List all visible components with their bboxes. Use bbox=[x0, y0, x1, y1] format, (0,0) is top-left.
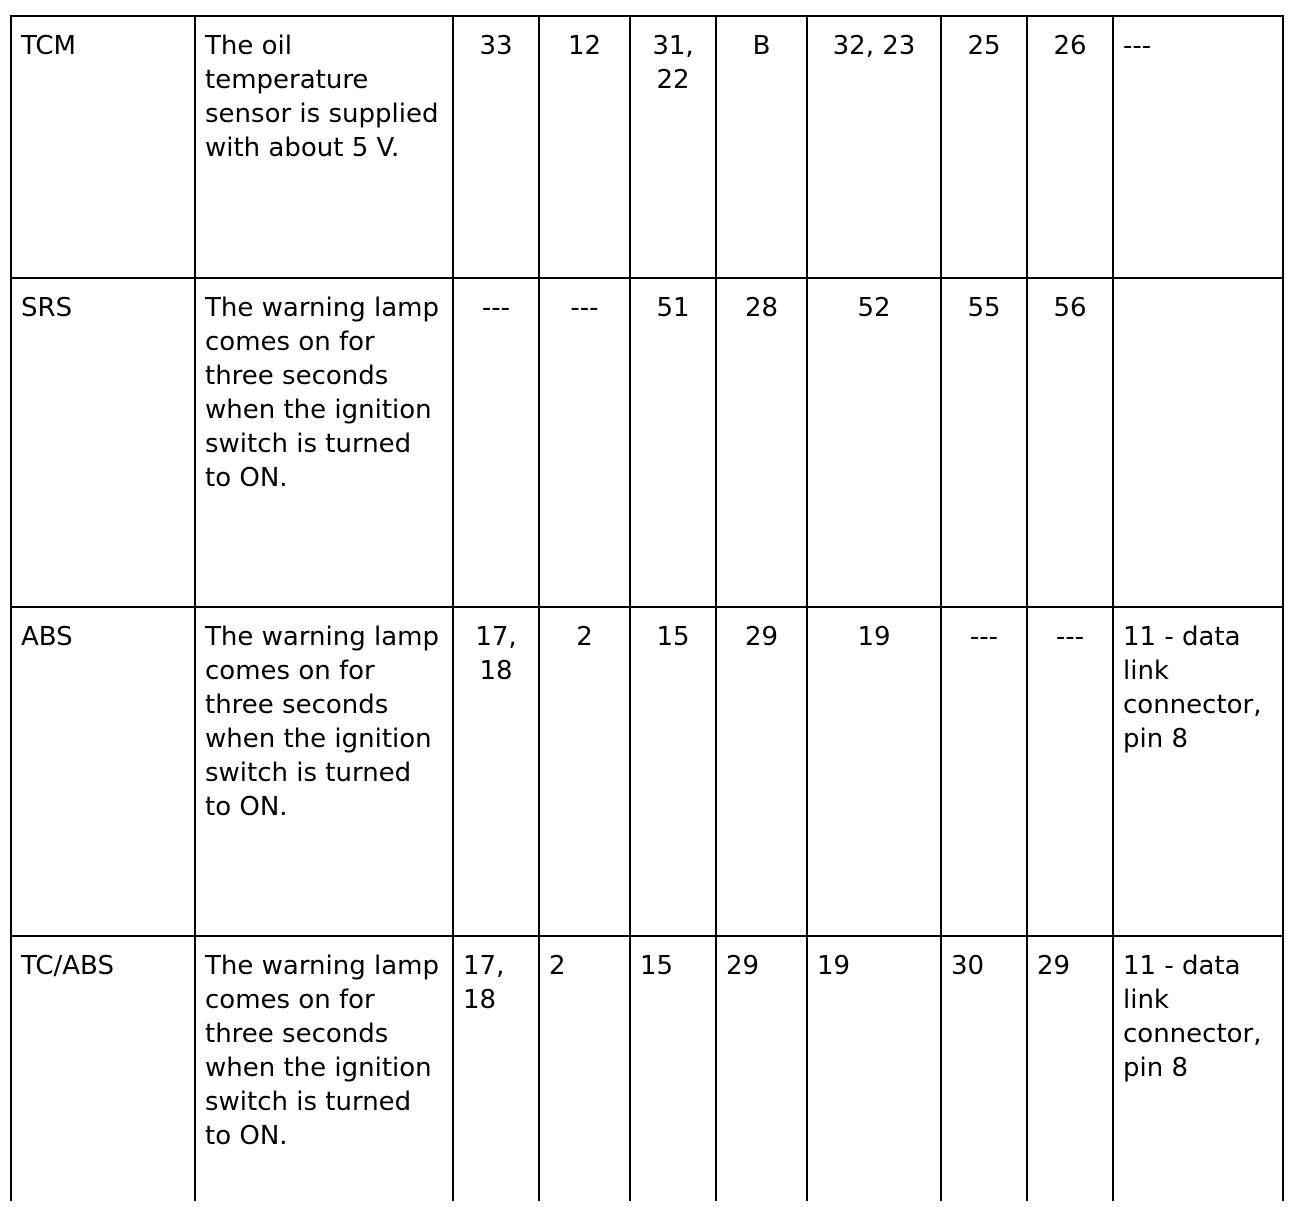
system-cell: SRS bbox=[11, 278, 195, 607]
pin-cell: B bbox=[716, 16, 807, 278]
pin-cell: 17, 18 bbox=[453, 607, 539, 936]
pin-cell: 2 bbox=[539, 936, 630, 1201]
pin-cell: 15 bbox=[630, 936, 716, 1201]
pin-cell: 17, 18 bbox=[453, 936, 539, 1201]
pin-cell: 33 bbox=[453, 16, 539, 278]
note-cell: 11 - data link connector, pin 8 bbox=[1113, 607, 1283, 936]
pin-cell: 28 bbox=[716, 278, 807, 607]
pin-cell: 19 bbox=[807, 607, 941, 936]
note-cell bbox=[1113, 278, 1283, 607]
description-cell: The oil temperature sensor is supplied with about 5 V. bbox=[195, 16, 453, 278]
pin-cell: --- bbox=[539, 278, 630, 607]
pin-cell: 32, 23 bbox=[807, 16, 941, 278]
table-row bbox=[11, 278, 1283, 607]
table-row bbox=[11, 607, 1283, 936]
pin-cell: 31, 22 bbox=[630, 16, 716, 278]
pin-cell: 29 bbox=[1027, 936, 1113, 1201]
pin-cell: 25 bbox=[941, 16, 1027, 278]
pin-cell: 56 bbox=[1027, 278, 1113, 607]
system-cell: TCM bbox=[11, 16, 195, 278]
pin-cell: 29 bbox=[716, 936, 807, 1201]
pin-cell: 29 bbox=[716, 607, 807, 936]
note-cell: 11 - data link connector, pin 8 bbox=[1113, 936, 1283, 1201]
pin-cell: 30 bbox=[941, 936, 1027, 1201]
pin-cell: 51 bbox=[630, 278, 716, 607]
connector-pin-table bbox=[10, 15, 1284, 1201]
pin-cell: 55 bbox=[941, 278, 1027, 607]
pin-cell: --- bbox=[453, 278, 539, 607]
pin-cell: 12 bbox=[539, 16, 630, 278]
pin-cell: 2 bbox=[539, 607, 630, 936]
system-cell: TC/ABS bbox=[11, 936, 195, 1201]
pin-cell: 15 bbox=[630, 607, 716, 936]
pin-cell: --- bbox=[941, 607, 1027, 936]
pin-cell: 19 bbox=[807, 936, 941, 1201]
table-row bbox=[11, 936, 1283, 1201]
pin-cell: 26 bbox=[1027, 16, 1113, 278]
system-cell: ABS bbox=[11, 607, 195, 936]
description-cell: The warning lamp comes on for three seconds when the ignition switch is turned to ON. bbox=[195, 278, 453, 607]
note-cell: --- bbox=[1113, 16, 1283, 278]
description-cell: The warning lamp comes on for three seconds when the ignition switch is turned to ON. bbox=[195, 607, 453, 936]
pin-cell: 52 bbox=[807, 278, 941, 607]
description-cell: The warning lamp comes on for three seconds when the ignition switch is turned to ON. bbox=[195, 936, 453, 1201]
pin-cell: --- bbox=[1027, 607, 1113, 936]
table-row bbox=[11, 16, 1283, 278]
